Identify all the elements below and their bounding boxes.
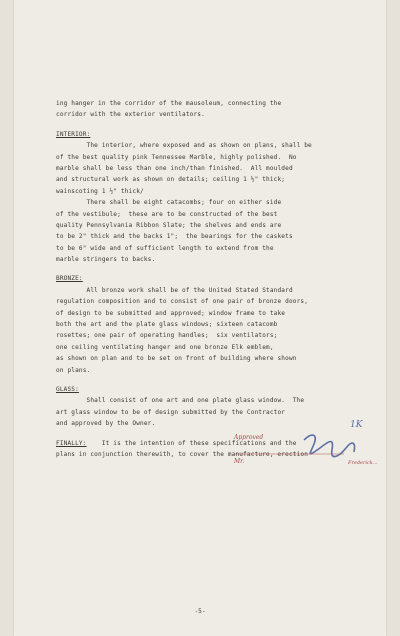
text-line: of design to be submitted and approved; window frame to take xyxy=(56,309,286,317)
text-line: rosettes; one pair of operating handles; six ventilators; xyxy=(56,332,278,340)
text-line: FINALLY: It is the intention of these specifications and the xyxy=(56,439,297,447)
text-line: The interior, where exposed and as shown on plans, shall be xyxy=(56,142,312,150)
text-line: one ceiling ventilating hanger and one bronze Elk emblem, xyxy=(56,343,274,351)
text-line: There shall be eight catacombs; four on either side xyxy=(56,199,282,207)
initial-annotation: Mr. xyxy=(234,458,245,465)
text-line: All bronze work shall be of the United Stated Standard xyxy=(56,286,293,294)
text-line: Shall consist of one art and one plate glass window. The xyxy=(56,397,305,405)
text-line: both the art and the plate glass windows; sixteen catacomb xyxy=(56,321,278,329)
text-line: and approved by the Owner. xyxy=(56,420,156,428)
text-line: plans in conjunction therewith, to cover the manufacture, erection xyxy=(56,450,309,458)
text-line: marble shall be less than one inch/than finished. All moulded xyxy=(56,164,293,172)
text-line: on plans. xyxy=(56,366,91,374)
section-heading: BRONZE: xyxy=(56,275,83,283)
text-line: to be 2" thick and the backs 1"; the bearings for the caskets xyxy=(56,233,293,241)
page-number: -5- xyxy=(194,608,206,615)
document-page xyxy=(14,0,386,636)
section-heading: GLASS: xyxy=(56,385,79,393)
paragraph-gap xyxy=(56,265,371,273)
paragraph-gap xyxy=(56,376,371,384)
name-annotation: Frederick... xyxy=(348,460,378,466)
body-text xyxy=(56,98,371,460)
text-line: to be 6" wide and of sufficient length to extend from the xyxy=(56,244,274,252)
paragraph-gap xyxy=(56,121,371,129)
text-line: as shown on plan and to be set on front of building where shown xyxy=(56,355,297,363)
text-line: quality Pennsylvania Ribbon Slate; the shelves and ends are xyxy=(56,221,282,229)
text-line: wainscoting 1 ½" thick/ xyxy=(56,187,144,195)
section-heading: FINALLY: xyxy=(56,439,87,447)
text-line: corridor with the exterior ventilators. xyxy=(56,111,205,119)
text-line: art glass window to be of design submitted by the Contractor xyxy=(56,408,286,416)
text-line: of the vestibule; these are to be constructed of the best xyxy=(56,210,278,218)
check-mark: 1K xyxy=(350,420,363,430)
text-line: ing hanger in the corridor of the mausoleum, connecting the xyxy=(56,100,282,107)
text-line: of the best quality pink Tennessee Marble, highly polished. No xyxy=(56,153,297,161)
approved-annotation: Approved xyxy=(234,434,264,441)
text-line: marble stringers to backs. xyxy=(56,256,156,264)
text-line: and structural work as shown on details; ceiling 1 ½" thick; xyxy=(56,176,286,184)
section-heading: INTERIOR: xyxy=(56,130,91,138)
text-line: regulation composition and to consist of one pair of bronze doors, xyxy=(56,298,309,306)
